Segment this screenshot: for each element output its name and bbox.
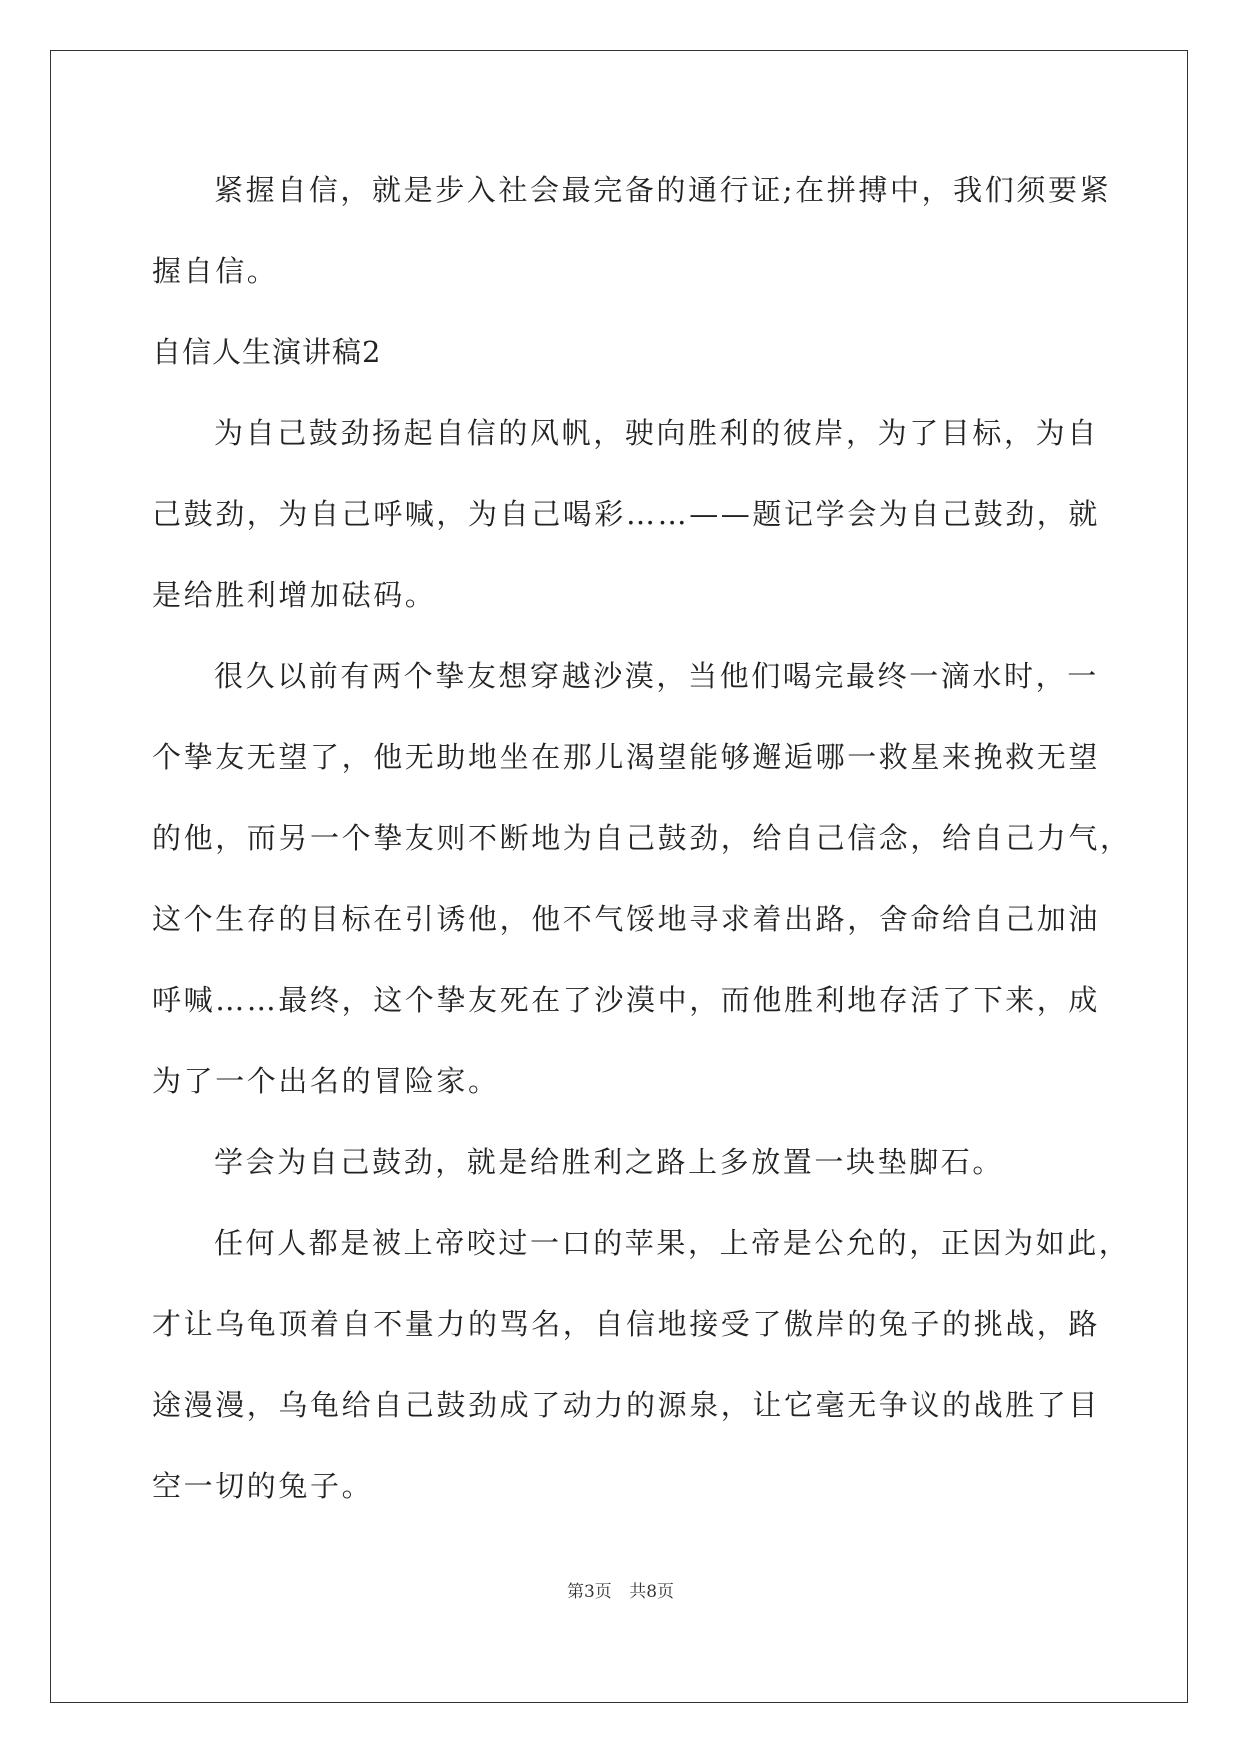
section-heading: 自信人生演讲稿2: [152, 335, 382, 369]
text-line: 个挚友无望了，他无助地坐在那儿渴望能够邂逅哪一救星来挽救无望: [152, 740, 1101, 774]
text-line: 为了一个出名的冒险家。: [152, 1064, 500, 1098]
paragraph-3: [152, 636, 1132, 1122]
text-line: 途漫漫，乌龟给自己鼓劲成了动力的源泉，让它毫无争议的战胜了目: [152, 1388, 1101, 1422]
text-line: 己鼓劲，为自己呼喊，为自己喝彩……——题记学会为自己鼓劲，就: [152, 497, 1101, 531]
text-line: 握自信。: [152, 254, 279, 288]
paragraph-2: [152, 393, 1101, 636]
text-line: 呼喊……最终，这个挚友死在了沙漠中，而他胜利地存活了下来，成: [152, 983, 1101, 1017]
text-line: 为自己鼓劲扬起自信的风帆，驶向胜利的彼岸，为了目标，为自: [214, 416, 1099, 450]
text-line: 是给胜利增加砝码。: [152, 578, 437, 612]
page-total: 共8页: [629, 1582, 675, 1602]
paragraph-5: [152, 1203, 1131, 1527]
document-body: [152, 150, 1132, 1527]
text-line: 任何人都是被上帝咬过一口的苹果，上帝是公允的，正因为如此，: [214, 1226, 1131, 1260]
text-line: 空一切的兔子。: [152, 1469, 374, 1503]
text-line: 这个生存的目标在引诱他，他不气馁地寻求着出路，舍命给自己加油: [152, 902, 1101, 936]
paragraph-4: [152, 1122, 1092, 1203]
text-line: 紧握自信，就是步入社会最完备的通行证;在拼搏中，我们须要紧: [214, 173, 1112, 207]
page-number: 第3页: [566, 1582, 612, 1602]
text-line: 的他，而另一个挚友则不断地为自己鼓劲，给自己信念，给自己力气，: [152, 821, 1132, 855]
paragraph-1: [152, 150, 1112, 312]
text-line: 很久以前有两个挚友想穿越沙漠，当他们喝完最终一滴水时，一: [214, 659, 1099, 693]
text-line: 学会为自己鼓劲，就是给胜利之路上多放置一块垫脚石。: [214, 1145, 1005, 1179]
page-footer: [0, 1577, 1241, 1602]
text-line: 才让乌龟顶着自不量力的骂名，自信地接受了傲岸的兔子的挑战，路: [152, 1307, 1101, 1341]
